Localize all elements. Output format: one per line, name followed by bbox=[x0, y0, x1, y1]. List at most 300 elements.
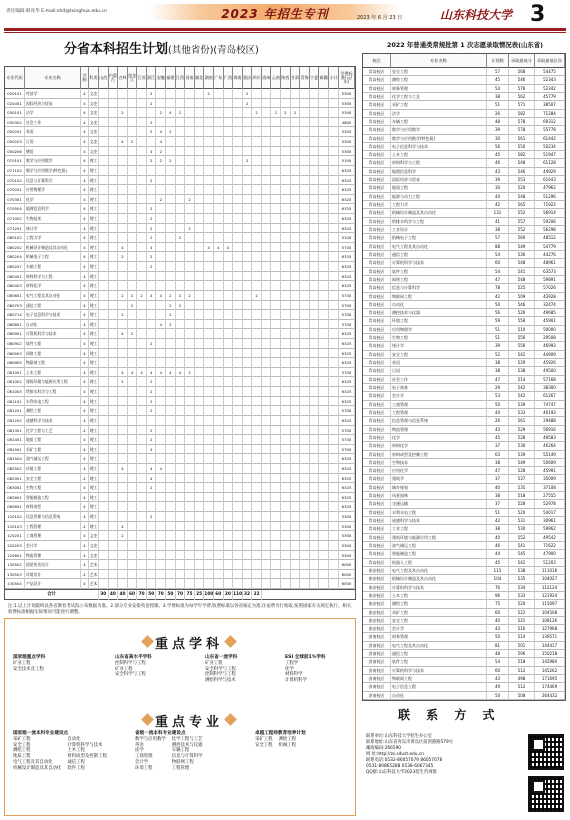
table-cell bbox=[224, 339, 234, 349]
table-cell bbox=[281, 445, 291, 455]
table-cell: 528 bbox=[509, 500, 535, 508]
table-cell bbox=[291, 531, 301, 541]
table-cell: 2 bbox=[147, 512, 157, 522]
table-cell bbox=[233, 358, 243, 368]
table-cell bbox=[224, 358, 234, 368]
table-cell bbox=[252, 127, 262, 137]
table-cell: 47962 bbox=[535, 184, 565, 192]
table-cell bbox=[157, 483, 167, 493]
table-cell bbox=[118, 147, 128, 157]
table-cell: 社会工作 bbox=[25, 118, 81, 128]
table-cell bbox=[157, 349, 167, 359]
table-cell bbox=[233, 185, 243, 195]
table-row bbox=[5, 579, 355, 589]
table-cell: 6325 bbox=[339, 176, 355, 186]
table-cell bbox=[166, 541, 176, 551]
table-cell: 582 bbox=[509, 151, 535, 159]
table-cell bbox=[319, 416, 329, 426]
table-cell bbox=[233, 474, 243, 484]
table-cell bbox=[147, 195, 157, 205]
table-cell bbox=[147, 329, 157, 339]
table-cell: 通信工程 bbox=[25, 301, 81, 311]
table-cell bbox=[137, 512, 147, 522]
table-cell: 济南校区 bbox=[363, 642, 391, 650]
table-cell: 文史 bbox=[89, 551, 99, 561]
table-cell bbox=[319, 349, 329, 359]
table-cell bbox=[252, 233, 262, 243]
table-cell: 4 bbox=[214, 243, 224, 253]
table-cell bbox=[99, 435, 109, 445]
table-cell bbox=[166, 233, 176, 243]
table-row bbox=[5, 214, 355, 224]
table-cell bbox=[319, 406, 329, 416]
table-cell bbox=[262, 560, 272, 570]
table-cell bbox=[214, 272, 224, 282]
table-cell: 6325 bbox=[339, 474, 355, 484]
table-cell: 机械电子工程 bbox=[391, 234, 487, 242]
discipline-group-heading: ESI 全球前1%学科 bbox=[285, 655, 326, 660]
table-cell bbox=[224, 551, 234, 561]
major-item: 英语 bbox=[135, 742, 144, 748]
table-cell: 应用物理学 bbox=[391, 326, 487, 334]
table-cell: 081401 bbox=[5, 435, 25, 445]
table-cell: 青岛校区 bbox=[363, 376, 391, 384]
table-row bbox=[363, 592, 565, 600]
table-cell bbox=[224, 397, 234, 407]
table-cell: 080204 bbox=[5, 252, 25, 262]
table-cell: 264432 bbox=[535, 692, 565, 700]
table-cell bbox=[137, 147, 147, 157]
table-cell bbox=[310, 387, 320, 397]
table-row bbox=[363, 600, 565, 608]
table-cell bbox=[185, 89, 195, 99]
table-cell bbox=[128, 387, 138, 397]
table-row bbox=[5, 358, 355, 368]
table-cell bbox=[185, 320, 195, 330]
table-cell bbox=[118, 349, 128, 359]
table-cell: 083001 bbox=[5, 483, 25, 493]
table-cell bbox=[272, 262, 282, 272]
table-cell bbox=[243, 118, 253, 128]
table-cell bbox=[214, 204, 224, 214]
table-cell bbox=[147, 108, 157, 118]
table-cell: 济南校区 bbox=[363, 675, 391, 683]
table-cell bbox=[137, 531, 147, 541]
table-cell: 49583 bbox=[535, 434, 565, 442]
table-cell bbox=[224, 483, 234, 493]
table-cell bbox=[262, 301, 272, 311]
table-cell bbox=[281, 89, 291, 99]
table-cell bbox=[252, 156, 262, 166]
plan-col-header: 青海 bbox=[300, 67, 310, 89]
table-cell: 568 bbox=[509, 68, 535, 76]
table-cell bbox=[204, 108, 214, 118]
table-cell bbox=[204, 551, 214, 561]
table-cell bbox=[128, 416, 138, 426]
table-cell: 53 bbox=[487, 392, 509, 400]
table-cell: 5700 bbox=[339, 310, 355, 320]
table-cell bbox=[195, 137, 205, 147]
table-cell: 4 bbox=[157, 464, 167, 474]
table-cell bbox=[99, 426, 109, 436]
table-cell: 4 bbox=[81, 579, 89, 589]
table-cell: 5300 bbox=[339, 108, 355, 118]
table-row bbox=[5, 502, 355, 512]
table-cell: 4 bbox=[157, 127, 167, 137]
table-cell bbox=[310, 483, 320, 493]
table-cell: 081202 bbox=[5, 416, 25, 426]
table-cell bbox=[176, 464, 186, 474]
table-cell bbox=[195, 522, 205, 532]
table-cell: 青岛校区 bbox=[363, 93, 391, 101]
table-cell: 统计学 bbox=[391, 342, 487, 350]
table-cell bbox=[310, 272, 320, 282]
table-cell bbox=[252, 195, 262, 205]
table-cell bbox=[185, 435, 195, 445]
plan-col-header: 四川 bbox=[252, 67, 262, 89]
table-cell: 4 bbox=[81, 377, 89, 387]
table-cell bbox=[176, 166, 186, 176]
table-cell: 533 bbox=[509, 409, 535, 417]
table-cell bbox=[243, 502, 253, 512]
table-cell bbox=[281, 320, 291, 330]
table-cell: 514 bbox=[509, 376, 535, 384]
table-cell bbox=[272, 252, 282, 262]
table-cell bbox=[291, 493, 301, 503]
table-cell bbox=[195, 358, 205, 368]
table-row bbox=[5, 281, 355, 291]
table-cell bbox=[204, 252, 214, 262]
table-row bbox=[5, 483, 355, 493]
table-cell bbox=[252, 339, 262, 349]
table-cell bbox=[99, 454, 109, 464]
table-cell: 57026 bbox=[535, 284, 565, 292]
table-cell bbox=[300, 89, 310, 99]
qr-code-icon[interactable] bbox=[528, 776, 564, 812]
table-cell: 青岛校区 bbox=[363, 159, 391, 167]
table-cell: 4 bbox=[81, 195, 89, 205]
table-row bbox=[363, 276, 565, 284]
table-cell bbox=[243, 358, 253, 368]
table-cell bbox=[281, 474, 291, 484]
table-cell bbox=[109, 156, 119, 166]
table-cell: 48512 bbox=[535, 234, 565, 242]
plan-col-header: 云南 bbox=[272, 67, 282, 89]
table-cell: 88 bbox=[487, 243, 509, 251]
table-cell bbox=[204, 349, 214, 359]
table-cell bbox=[262, 127, 272, 137]
table-cell bbox=[291, 522, 301, 532]
table-cell bbox=[157, 185, 167, 195]
table-cell bbox=[214, 147, 224, 157]
table-cell: 理工 bbox=[89, 185, 99, 195]
table-cell bbox=[128, 176, 138, 186]
table-cell bbox=[157, 387, 167, 397]
table-row bbox=[363, 434, 565, 442]
table-row bbox=[5, 541, 355, 551]
major-item: 计算机科学与技术 bbox=[67, 742, 103, 748]
table-cell bbox=[99, 512, 109, 522]
table-cell bbox=[281, 464, 291, 474]
table-cell bbox=[243, 445, 253, 455]
table-cell bbox=[204, 185, 214, 195]
table-cell: 081301 bbox=[5, 426, 25, 436]
table-cell: 地理信息科学 bbox=[391, 168, 487, 176]
table-cell bbox=[252, 406, 262, 416]
table-cell: 2 bbox=[147, 233, 157, 243]
table-cell bbox=[99, 570, 109, 580]
table-cell bbox=[176, 176, 186, 186]
table-cell: 6325 bbox=[339, 464, 355, 474]
table-cell bbox=[300, 445, 310, 455]
table-cell bbox=[185, 551, 195, 561]
table-cell bbox=[118, 387, 128, 397]
table-cell: 74747 bbox=[535, 401, 565, 409]
table-cell bbox=[224, 445, 234, 455]
table-cell bbox=[291, 185, 301, 195]
table-cell: 30961 bbox=[535, 517, 565, 525]
table-cell bbox=[109, 108, 119, 118]
table-cell bbox=[329, 281, 339, 291]
table-cell bbox=[224, 310, 234, 320]
table-cell: 521 bbox=[509, 617, 535, 625]
table-cell bbox=[118, 416, 128, 426]
table-cell bbox=[166, 522, 176, 532]
table-cell: 30 bbox=[487, 184, 509, 192]
table-cell: 青岛校区 bbox=[363, 293, 391, 301]
table-cell: 2 bbox=[166, 156, 176, 166]
table-cell: 测绘工程 bbox=[391, 600, 487, 608]
table-cell bbox=[147, 358, 157, 368]
table-cell bbox=[99, 377, 109, 387]
table-cell: 文史 bbox=[89, 531, 99, 541]
table-cell bbox=[272, 224, 282, 234]
discipline-item: 矿业工程 bbox=[115, 666, 133, 672]
table-cell bbox=[99, 522, 109, 532]
table-cell: 050203 bbox=[5, 137, 25, 147]
table-cell bbox=[109, 397, 119, 407]
table-cell bbox=[128, 127, 138, 137]
table-cell bbox=[147, 531, 157, 541]
table-cell bbox=[99, 445, 109, 455]
table-cell: 104508 bbox=[535, 609, 565, 617]
table-cell: 工程力学 bbox=[391, 201, 487, 209]
table-cell bbox=[291, 195, 301, 205]
table-cell: 青岛校区 bbox=[363, 309, 391, 317]
table-cell bbox=[291, 339, 301, 349]
table-cell bbox=[99, 262, 109, 272]
table-cell bbox=[262, 406, 272, 416]
table-cell bbox=[224, 89, 234, 99]
table-cell bbox=[319, 320, 329, 330]
table-cell bbox=[118, 99, 128, 109]
table-cell bbox=[224, 108, 234, 118]
plan-title bbox=[64, 38, 259, 57]
discipline-item: 工程学 bbox=[285, 660, 299, 666]
table-cell bbox=[195, 416, 205, 426]
table-cell: 545 bbox=[509, 550, 535, 558]
table-cell: 561 bbox=[509, 135, 535, 143]
table-cell bbox=[329, 233, 339, 243]
table-cell: 青岛校区 bbox=[363, 525, 391, 533]
table-cell bbox=[262, 483, 272, 493]
table-cell: 37 bbox=[487, 500, 509, 508]
table-cell: 071201 bbox=[5, 224, 25, 234]
table-cell bbox=[185, 512, 195, 522]
plan-col-header: 学费标准(元/年) bbox=[339, 67, 355, 89]
table-cell bbox=[157, 474, 167, 484]
table-cell bbox=[262, 108, 272, 118]
qr-code-icon[interactable] bbox=[528, 734, 564, 770]
table-cell bbox=[310, 329, 320, 339]
table-cell bbox=[272, 118, 282, 128]
table-cell bbox=[166, 329, 176, 339]
table-cell: 青岛校区 bbox=[363, 234, 391, 242]
table-cell bbox=[252, 445, 262, 455]
table-cell: 081501 bbox=[5, 445, 25, 455]
table-cell bbox=[281, 358, 291, 368]
table-cell bbox=[128, 262, 138, 272]
table-cell bbox=[252, 551, 262, 561]
table-cell: 38507 bbox=[535, 101, 565, 109]
table-cell bbox=[310, 522, 320, 532]
table-cell: 59206 bbox=[535, 218, 565, 226]
table-cell: 理工 bbox=[89, 522, 99, 532]
table-cell: 土木工程 bbox=[391, 592, 487, 600]
table-cell: 数学与应用数学 bbox=[25, 156, 81, 166]
table-cell bbox=[185, 272, 195, 282]
table-cell bbox=[185, 483, 195, 493]
total-cell: 110 bbox=[233, 590, 243, 600]
table-cell: 42 bbox=[487, 517, 509, 525]
table-cell bbox=[272, 551, 282, 561]
table-cell: 艺术 bbox=[89, 560, 99, 570]
table-cell bbox=[262, 512, 272, 522]
table-cell bbox=[262, 195, 272, 205]
table-cell: 2 bbox=[128, 137, 138, 147]
table-cell bbox=[300, 137, 310, 147]
table-cell bbox=[243, 262, 253, 272]
table-cell: 54 bbox=[487, 658, 509, 666]
table-cell bbox=[157, 560, 167, 570]
table-cell bbox=[329, 310, 339, 320]
table-cell bbox=[137, 214, 147, 224]
table-cell: 528 bbox=[509, 467, 535, 475]
table-cell bbox=[252, 185, 262, 195]
table-cell: 506 bbox=[509, 650, 535, 658]
table-cell: 理工 bbox=[89, 454, 99, 464]
table-cell bbox=[243, 349, 253, 359]
table-cell bbox=[157, 416, 167, 426]
table-cell: 信息管理与信息系统 bbox=[25, 512, 81, 522]
table-cell bbox=[166, 474, 176, 484]
table-cell: 38 bbox=[487, 367, 509, 375]
table-cell: 43928 bbox=[535, 293, 565, 301]
table-cell: 土木工程 bbox=[25, 368, 81, 378]
table-cell bbox=[185, 99, 195, 109]
table-cell bbox=[233, 204, 243, 214]
table-cell: 计算机科学与技术 bbox=[25, 329, 81, 339]
table-cell bbox=[272, 281, 282, 291]
table-cell bbox=[310, 493, 320, 503]
table-cell bbox=[291, 320, 301, 330]
table-cell bbox=[281, 176, 291, 186]
table-cell bbox=[109, 406, 119, 416]
table-cell: 4 bbox=[81, 445, 89, 455]
table-row bbox=[5, 474, 355, 484]
table-cell: 080905 bbox=[5, 358, 25, 368]
table-row bbox=[5, 368, 355, 378]
table-cell: 080202 bbox=[5, 243, 25, 253]
table-cell: 6325 bbox=[339, 502, 355, 512]
table-cell bbox=[329, 387, 339, 397]
table-cell: 542 bbox=[509, 392, 535, 400]
table-cell bbox=[128, 166, 138, 176]
table-cell bbox=[195, 464, 205, 474]
table-cell bbox=[204, 368, 214, 378]
table-cell bbox=[262, 185, 272, 195]
table-cell bbox=[128, 214, 138, 224]
table-cell bbox=[300, 454, 310, 464]
table-cell bbox=[195, 377, 205, 387]
table-cell: 6325 bbox=[339, 214, 355, 224]
table-cell: 56 bbox=[487, 143, 509, 151]
table-cell bbox=[291, 214, 301, 224]
table-cell bbox=[166, 262, 176, 272]
table-cell: 42 bbox=[487, 293, 509, 301]
table-cell: 5700 bbox=[339, 320, 355, 330]
table-cell bbox=[157, 426, 167, 436]
table-cell: 43 bbox=[487, 426, 509, 434]
table-cell bbox=[319, 195, 329, 205]
table-cell bbox=[99, 560, 109, 570]
table-cell: 2 bbox=[147, 176, 157, 186]
table-cell bbox=[252, 560, 262, 570]
table-cell bbox=[185, 339, 195, 349]
table-cell: 5700 bbox=[339, 301, 355, 311]
table-cell: 080102 bbox=[5, 233, 25, 243]
table-cell: 青岛校区 bbox=[363, 500, 391, 508]
table-row bbox=[363, 609, 565, 617]
table-row bbox=[363, 500, 565, 508]
table-cell bbox=[204, 339, 214, 349]
table-cell: 47 bbox=[487, 376, 509, 384]
table-cell bbox=[204, 310, 214, 320]
table-cell: 计算机科学与技术 bbox=[391, 259, 487, 267]
table-cell bbox=[147, 541, 157, 551]
table-cell: 548 bbox=[509, 276, 535, 284]
table-cell bbox=[176, 185, 186, 195]
table-cell bbox=[224, 262, 234, 272]
table-cell: 风景园林 bbox=[391, 492, 487, 500]
table-cell bbox=[109, 464, 119, 474]
table-cell bbox=[300, 156, 310, 166]
table-cell bbox=[204, 147, 214, 157]
table-cell bbox=[272, 99, 282, 109]
table-cell bbox=[166, 483, 176, 493]
table-cell bbox=[157, 454, 167, 464]
table-cell: 4 bbox=[81, 406, 89, 416]
table-row bbox=[5, 224, 355, 234]
table-cell: 2 bbox=[185, 224, 195, 234]
table-cell bbox=[310, 301, 320, 311]
table-cell bbox=[185, 214, 195, 224]
table-cell bbox=[243, 252, 253, 262]
table-cell: 地质工程 bbox=[25, 435, 81, 445]
table-cell bbox=[99, 579, 109, 589]
table-cell bbox=[195, 531, 205, 541]
table-cell bbox=[252, 512, 262, 522]
